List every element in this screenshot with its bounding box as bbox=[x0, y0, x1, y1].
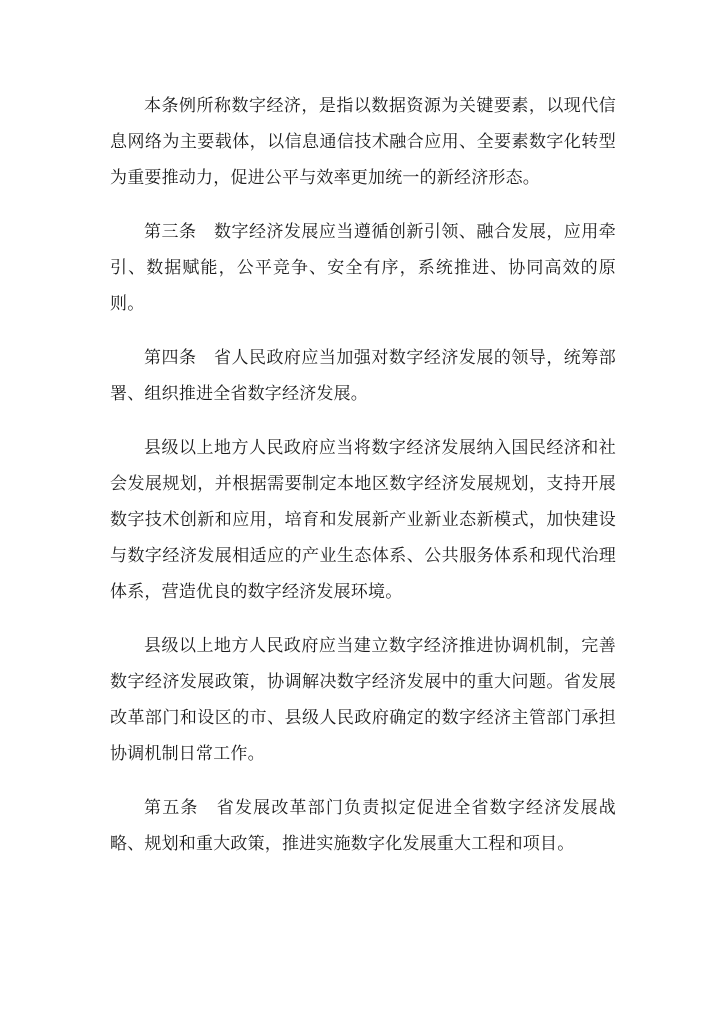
paragraph-article-4: 第四条 省人民政府应当加强对数字经济发展的领导，统筹部署、组织推进全省数字经济发展。 bbox=[110, 348, 616, 404]
paragraph-county-planning: 县级以上地方人民政府应当将数字经济发展纳入国民经济和社会发展规划，并根据需要制定本地区数字经济发展规划，支持开展数字技术创新和应用，培育和发展新产业新业态新模式，加快建设与数字经济发展相适应的产业生态体系、公共服务体系和现代治理体系，营造优良的数字经济发展环境。 bbox=[110, 438, 616, 602]
paragraph-county-coordination: 县级以上地方人民政府应当建立数字经济推进协调机制，完善数字经济发展政策，协调解决数字经济发展中的重大问题。省发展改革部门和设区的市、县级人民政府确定的数字经济主管部门承担协调机制日常工作。 bbox=[110, 636, 616, 764]
paragraph-article-5: 第五条 省发展改革部门负责拟定促进全省数字经济发展战略、规划和重大政策，推进实施数字化发展重大工程和项目。 bbox=[110, 798, 616, 854]
paragraph-definition: 本条例所称数字经济，是指以数据资源为关键要素，以现代信息网络为主要载体，以信息通信技术融合应用、全要素数字化转型为重要推动力，促进公平与效率更加统一的新经济形态。 bbox=[110, 96, 616, 188]
paragraph-article-3: 第三条 数字经济发展应当遵循创新引领、融合发展，应用牵引、数据赋能，公平竞争、安全有序，系统推进、协同高效的原则。 bbox=[110, 222, 616, 314]
document-body bbox=[110, 88, 616, 880]
